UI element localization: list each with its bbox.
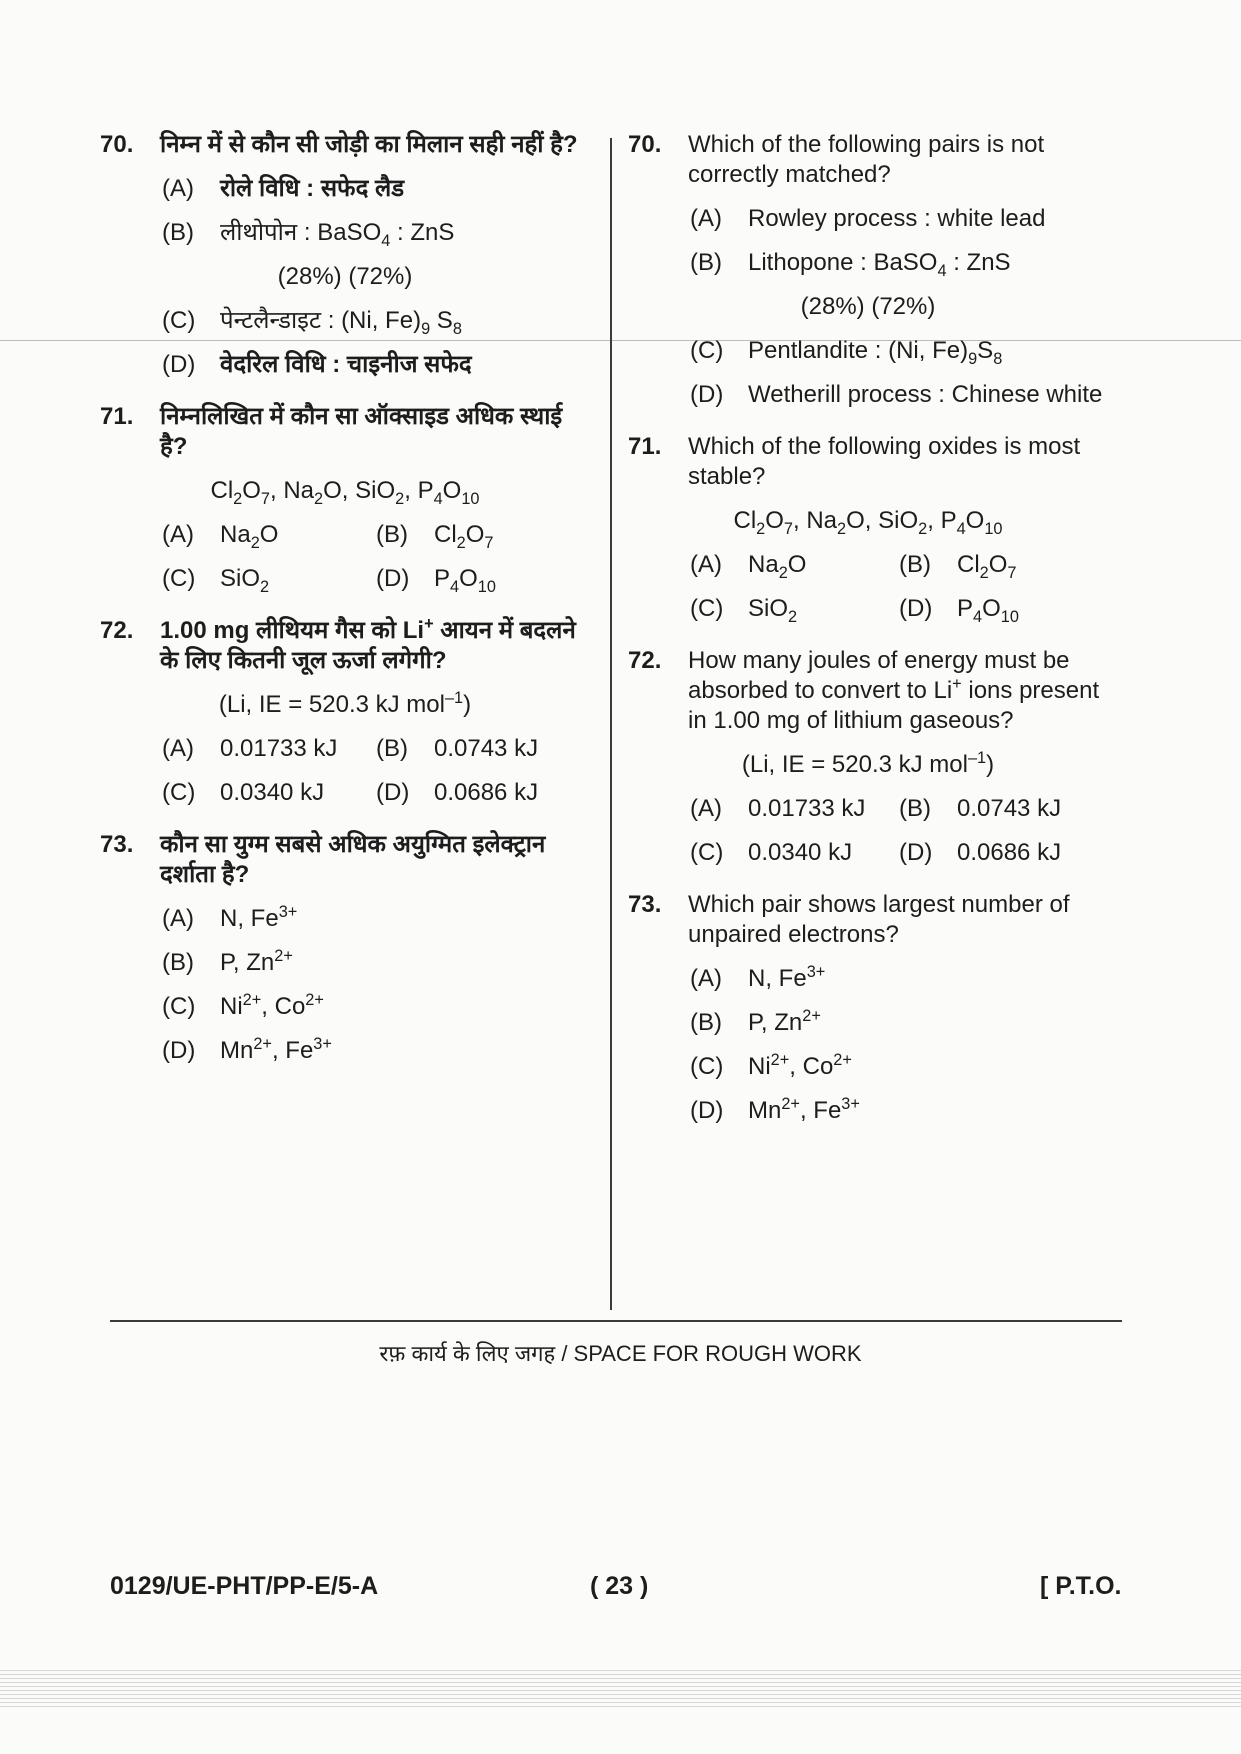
question-73-english [628, 890, 1108, 1126]
question-71-english [628, 432, 1108, 624]
option-a: (A) $Na_2O$ [162, 521, 279, 552]
option-b: (B) Lithopone : BaSO$_4$ : ZnS [690, 249, 1011, 280]
option-b: (B) P, $Zn^{2+}$ [690, 1007, 821, 1036]
option-c: (C) $Ni^{2+}$, $Co^{2+}$ [162, 991, 324, 1020]
question-70-hindi [100, 130, 590, 380]
question-72-english [628, 646, 1108, 868]
question-text: Which of the following pairs is not correctly matched? [688, 131, 1045, 188]
option-c: (C) 0.0340 kJ [690, 839, 853, 866]
option-d: (D) $Mn^{2+}$, $Fe^{3+}$ [162, 1035, 332, 1064]
rough-work-label: रफ़ कार्य के लिए जगह / SPACE FOR ROUGH WORK [379, 1341, 862, 1366]
question-number: 70. [100, 131, 134, 158]
option-d: (D) 0.0686 kJ [376, 779, 539, 806]
option-b: (B) 0.0743 kJ [376, 735, 539, 762]
question-text: 1.00 mg लीथियम गैस को Li+ आयन में बदलने के लिए कितनी जूल ऊर्जा लगेगी? [160, 615, 576, 674]
option-a: (A) N, $Fe^{3+}$ [162, 903, 298, 932]
option-a: (A) N, $Fe^{3+}$ [690, 963, 826, 992]
question-70-english [628, 130, 1108, 410]
question-text: कौन सा युग्म सबसे अधिक अयुग्मित इलेक्ट्रान दर्शाता है? [160, 831, 546, 888]
option-c: (C) Pentlandite : (Ni, $Fe)_9S_8$ [690, 337, 1003, 368]
option-b: (B) P, $Zn^{2+}$ [162, 947, 293, 976]
booklet-code: 0129/UE-PHT/PP-E/5-A [110, 1572, 379, 1600]
hindi-column [100, 130, 590, 1088]
column-divider [610, 138, 612, 1310]
question-number: 71. [628, 433, 662, 460]
question-number: 72. [100, 617, 134, 644]
option-a: (A) Rowley process : white lead [690, 205, 1046, 232]
option-d: (D) 0.0686 kJ [899, 839, 1062, 866]
option-d: (D) $P_4O_{10}$ [899, 595, 1019, 626]
option-c: (C) 0.0340 kJ [162, 779, 325, 806]
ionization-energy: (Li, IE = 520.3 kJ mol$^{-1}$) [741, 749, 995, 778]
option-b: (B) $Cl_2O_7$ [376, 521, 494, 552]
question-text: Which of the following oxides is most stable? [688, 433, 1081, 490]
option-d: (D) $Mn^{2+}$, $Fe^{3+}$ [690, 1095, 860, 1124]
oxide-list: $Cl_2O_7$, $Na_2O$, SiO$_2$, $P_4O_{10}$ [733, 507, 1003, 538]
option-c: (C) SiO$_2$ [162, 565, 270, 596]
scan-stripes [0, 1670, 1241, 1710]
question-number: 71. [100, 403, 134, 430]
option-b: (B) 0.0743 kJ [899, 795, 1062, 822]
option-d: (D) वेदरिल विधि : चाइनीज सफेद [162, 351, 472, 378]
question-71-hindi [100, 402, 590, 594]
option-c: (C) $Ni^{2+}$, $Co^{2+}$ [690, 1051, 852, 1080]
pto-label: [ P.T.O. [1040, 1572, 1122, 1600]
option-c: (C) SiO$_2$ [690, 595, 798, 626]
option-d: (D) $P_4O_{10}$ [376, 565, 496, 596]
question-text: निम्नलिखित में कौन सा ऑक्साइड अधिक स्थाई है? [160, 403, 563, 460]
option-a: (A) $Na_2O$ [690, 551, 807, 582]
question-73-hindi [100, 830, 590, 1066]
option-d: (D) Wetherill process : Chinese white [690, 381, 1103, 408]
percent-line: (28%) (72%) [800, 293, 936, 320]
option-a: (A) 0.01733 kJ [162, 735, 338, 762]
option-b: (B) $Cl_2O_7$ [899, 551, 1017, 582]
page-number: ( 23 ) [590, 1572, 649, 1600]
question-text: Which pair shows largest number of unpaired electrons? [688, 891, 1070, 948]
option-a: (A) रोले विधि : सफेद लैड [162, 175, 405, 202]
question-number: 72. [628, 647, 662, 674]
english-column [628, 130, 1108, 1148]
option-b: (B) लीथोपोन : BaSO$_4$ : ZnS [162, 219, 455, 250]
question-number: 73. [628, 891, 662, 918]
question-text: How many joules of energy must be absorbed to convert to Li+ ions present in 1.00 mg of lithium gaseous? [688, 647, 1100, 734]
footer-rule [110, 1320, 1122, 1322]
question-number: 70. [628, 131, 662, 158]
oxide-list: $Cl_2O_7$, $Na_2O$, SiO$_2$, $P_4O_{10}$ [210, 477, 480, 508]
question-72-hindi [100, 616, 590, 808]
question-number: 73. [100, 831, 134, 858]
option-a: (A) 0.01733 kJ [690, 795, 866, 822]
percent-line: (28%) (72%) [277, 263, 413, 290]
option-c: (C) पेन्टलैन्डाइट : (Ni, $Fe)_9$ $S_8$ [162, 307, 462, 338]
question-text: निम्न में से कौन सी जोड़ी का मिलान सही नहीं है? [160, 131, 578, 158]
ionization-energy: (Li, IE = 520.3 kJ mol$^{-1}$) [218, 689, 472, 718]
